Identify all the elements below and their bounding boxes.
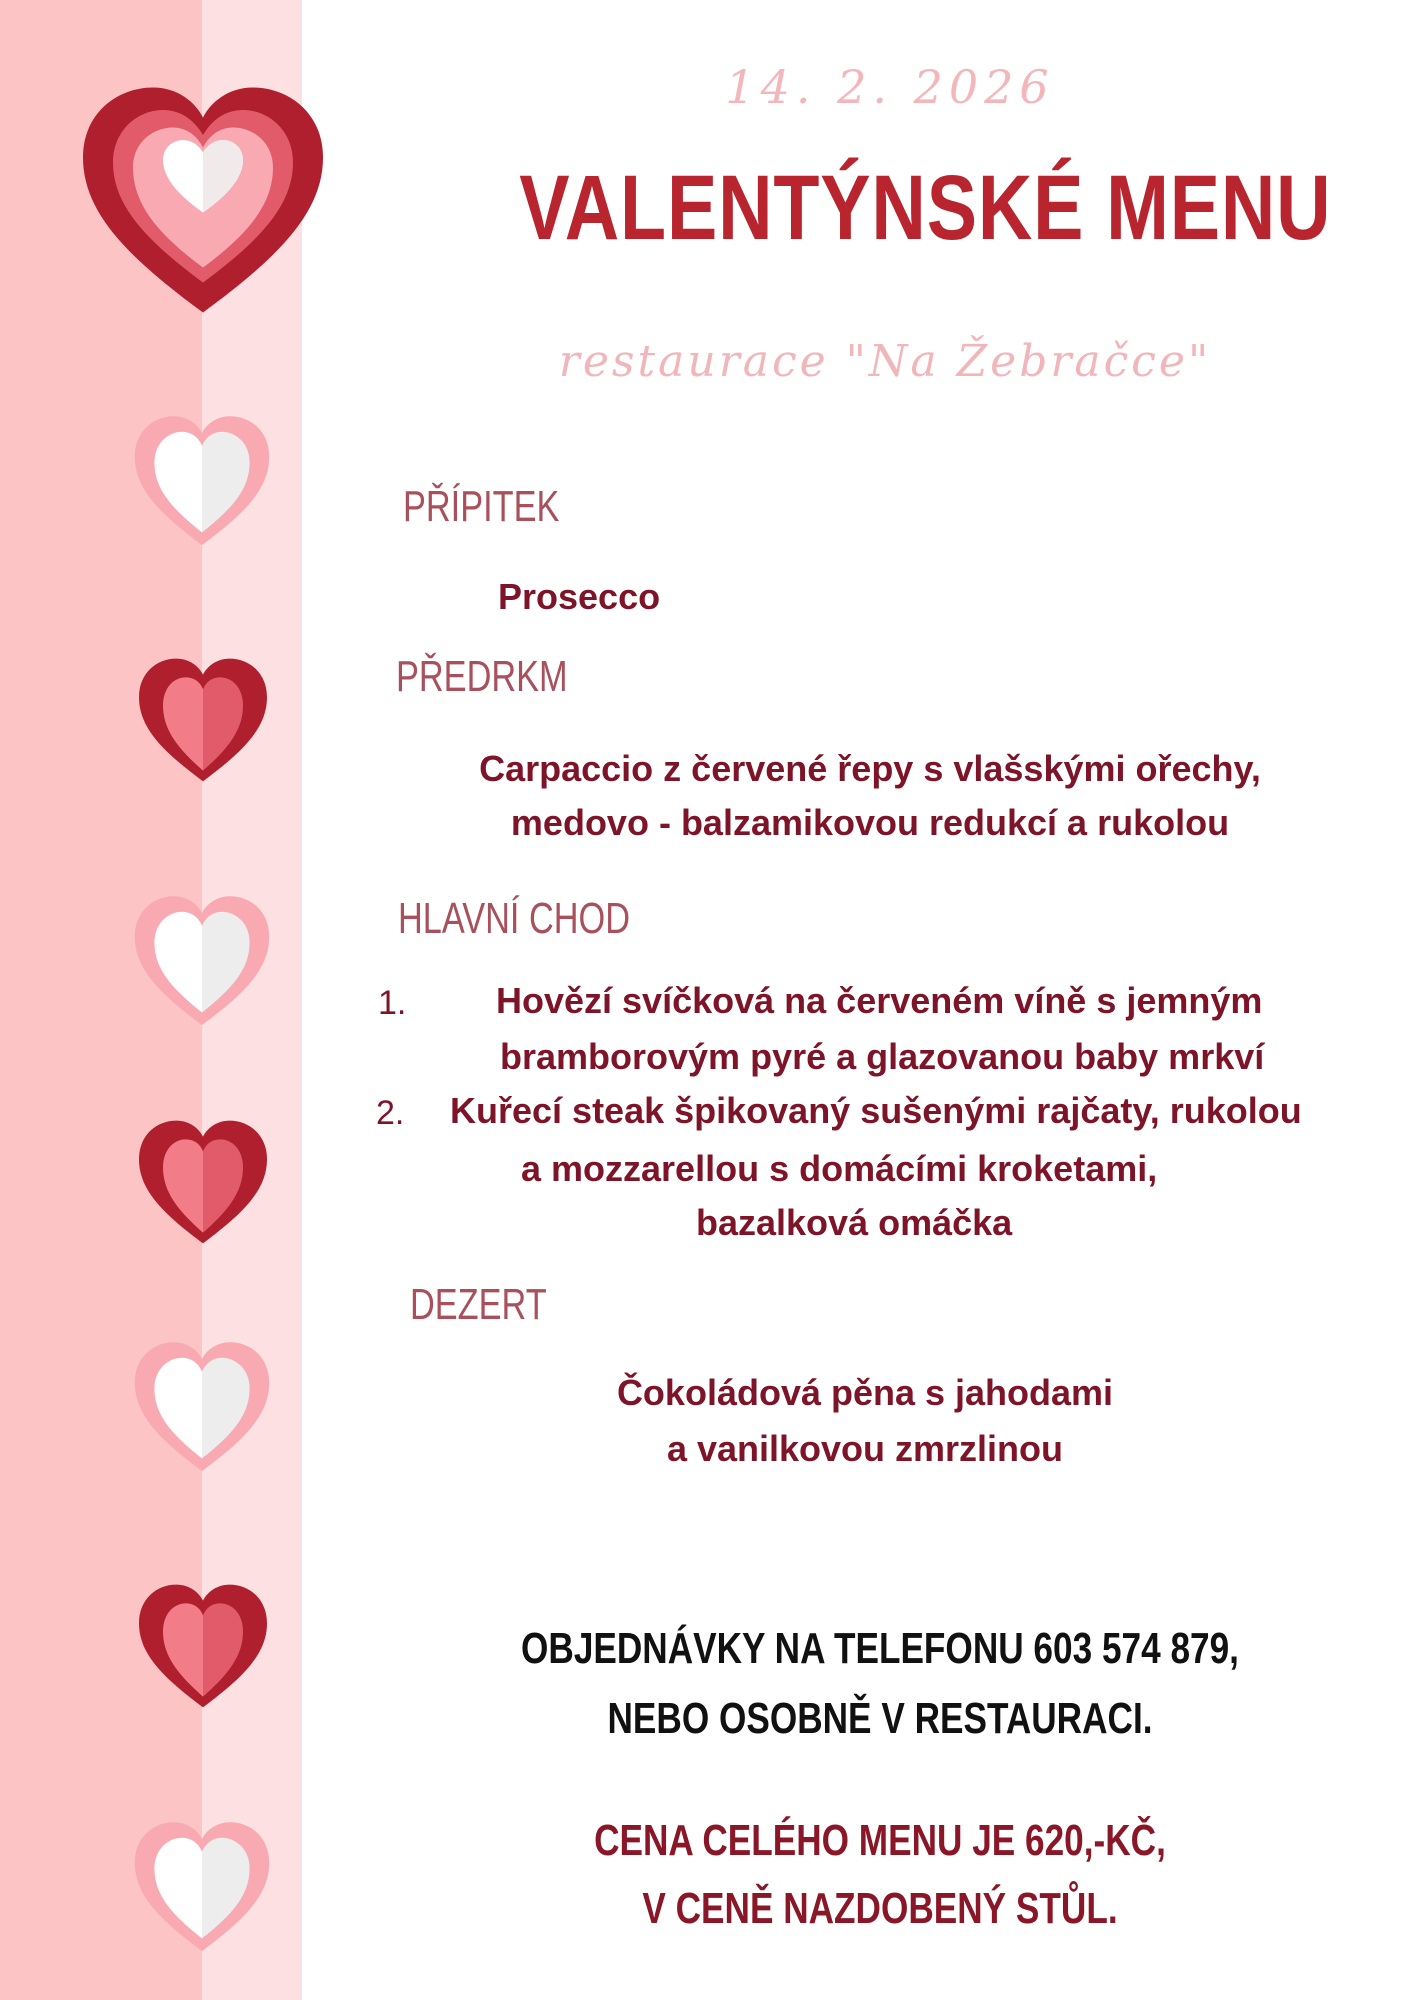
menu-date: 14. 2. 2026 xyxy=(725,60,1055,114)
white-pink-heart-icon xyxy=(132,412,272,548)
toast-item: Prosecco xyxy=(498,576,661,617)
main-item-2-line-1: Kuřecí steak špikovaný sušenými rajčaty, rukolou xyxy=(450,1090,1302,1131)
white-pink-heart-icon xyxy=(132,1338,272,1474)
contact-line-2: NEBO OSOBNĚ V RESTAURACI. xyxy=(607,1694,1153,1743)
contact-line-1: OBJEDNÁVKY NA TELEFONU 603 574 879, xyxy=(521,1624,1239,1673)
dessert-line-2: a vanilkovou zmrzlinou xyxy=(666,1428,1064,1469)
page-title: VALENTÝNSKÉ MENU xyxy=(519,157,1332,259)
section-heading-dessert: DEZERT xyxy=(410,1280,547,1329)
restaurant-name: restaurace "Na Žebračce" xyxy=(558,336,1212,387)
main-item-1-line-1: Hovězí svíčková na červeném víně s jemným xyxy=(496,980,1263,1021)
section-heading-main: HLAVNÍ CHOD xyxy=(398,894,631,943)
main-item-2-line-2: a mozzarellou s domácími kroketami, xyxy=(521,1148,1158,1189)
price-line-2: V CENĚ NAZDOBENÝ STŮL. xyxy=(642,1884,1118,1933)
price-line-1: CENA CELÉHO MENU JE 620,-KČ, xyxy=(594,1816,1166,1865)
layered-red-heart-icon xyxy=(78,82,328,318)
red-pink-heart-icon xyxy=(136,1582,270,1710)
white-pink-heart-icon xyxy=(132,1818,272,1954)
starter-line-1: Carpaccio z červené řepy s vlašskými ořechy, xyxy=(479,748,1261,789)
section-heading-toast: PŘÍPITEK xyxy=(403,482,560,531)
main-item-number-1: 1. xyxy=(378,984,407,1022)
red-pink-heart-icon xyxy=(136,656,270,784)
section-heading-starter: PŘEDRKM xyxy=(396,652,568,701)
main-item-1-line-2: bramborovým pyré a glazovanou baby mrkví xyxy=(500,1036,1265,1077)
main-item-2-line-3: bazalková omáčka xyxy=(696,1202,1013,1243)
white-pink-heart-icon xyxy=(132,892,272,1028)
dessert-line-1: Čokoládová pěna s jahodami xyxy=(616,1372,1114,1413)
red-pink-heart-icon xyxy=(136,1118,270,1246)
main-item-number-2: 2. xyxy=(376,1094,405,1132)
starter-line-2: medovo - balzamikovou redukcí a rukolou xyxy=(510,802,1230,843)
